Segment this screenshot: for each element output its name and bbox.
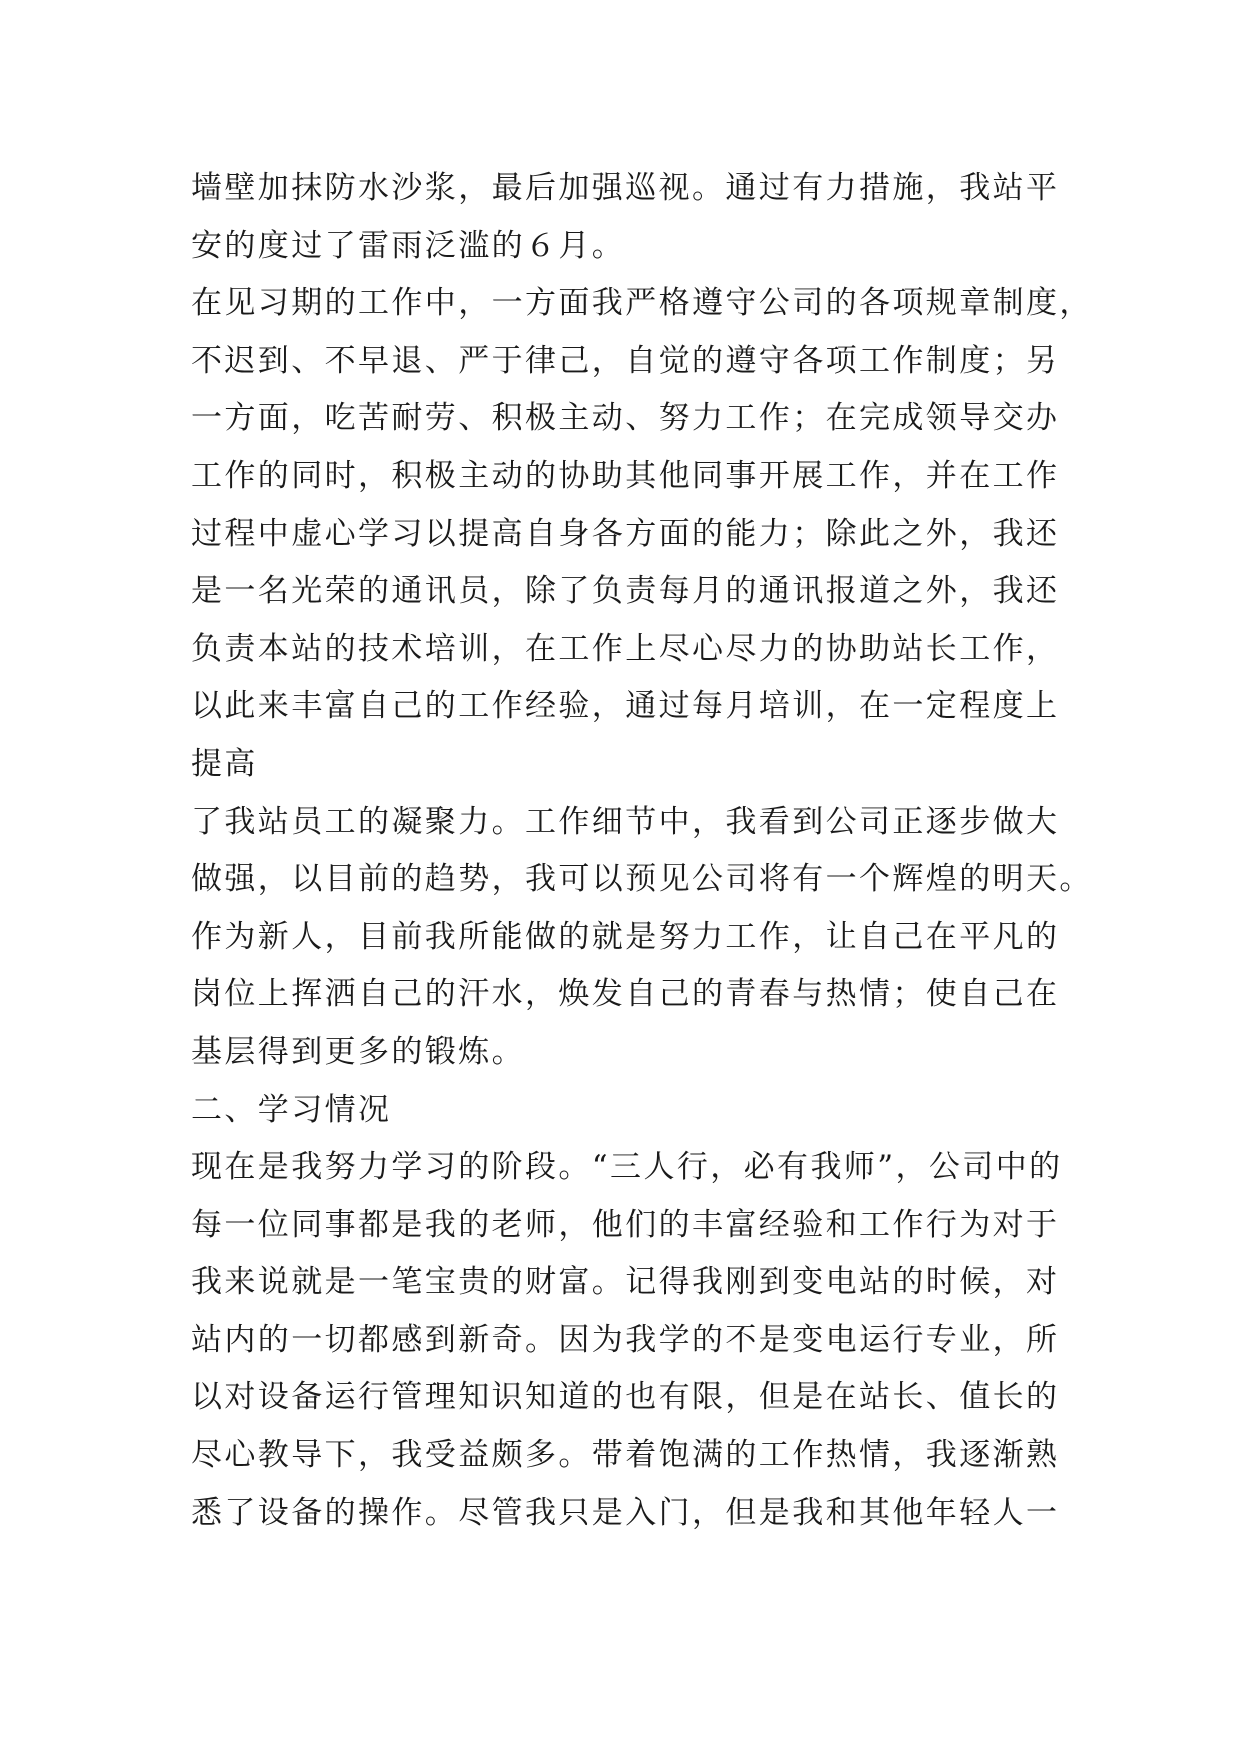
body-text bbox=[191, 160, 1093, 1542]
text-line-03: 在见习期的工作中，一方面我严格遵守公司的各项规章制度， bbox=[191, 285, 1093, 322]
text-line-16: 基层得到更多的锻炼。 bbox=[191, 1033, 525, 1070]
text-line-24: 悉了设备的操作。尽管我只是入门，但是我和其他年轻人一 bbox=[191, 1494, 1060, 1531]
text-line-18: 现在是我努力学习的阶段。“三人行，必有我师”，公司中的 bbox=[191, 1149, 1063, 1186]
text-line-15: 岗位上挥洒自己的汗水，焕发自己的青春与热情；使自己在 bbox=[191, 976, 1060, 1013]
text-line-02: 安的度过了雷雨泛滥的６月。 bbox=[191, 227, 626, 264]
text-line-05: 一方面，吃苦耐劳、积极主动、努力工作；在完成领导交办 bbox=[191, 400, 1060, 437]
text-line-13: 做强，以目前的趋势，我可以预见公司将有一个辉煌的明天。 bbox=[191, 861, 1093, 898]
text-line-23: 尽心教导下，我受益颇多。带着饱满的工作热情，我逐渐熟 bbox=[191, 1437, 1060, 1474]
text-line-07: 过程中虚心学习以提高自身各方面的能力；除此之外，我还 bbox=[191, 515, 1060, 552]
text-line-09: 负责本站的技术培训，在工作上尽心尽力的协助站长工作， bbox=[191, 630, 1060, 667]
text-line-22: 以对设备运行管理知识知道的也有限，但是在站长、值长的 bbox=[191, 1379, 1060, 1416]
text-line-08: 是一名光荣的通讯员，除了负责每月的通讯报道之外，我还 bbox=[191, 573, 1060, 610]
text-line-19: 每一位同事都是我的老师，他们的丰富经验和工作行为对于 bbox=[191, 1206, 1060, 1243]
text-line-14: 作为新人，目前我所能做的就是努力工作，让自己在平凡的 bbox=[191, 918, 1060, 955]
text-line-20: 我来说就是一笔宝贵的财富。记得我刚到变电站的时候，对 bbox=[191, 1264, 1060, 1301]
section-heading: 二、学习情况 bbox=[191, 1091, 392, 1128]
text-line-11: 提高 bbox=[191, 745, 258, 782]
text-line-04: 不迟到、不早退、严于律己，自觉的遵守各项工作制度；另 bbox=[191, 342, 1060, 379]
text-line-06: 工作的同时，积极主动的协助其他同事开展工作，并在工作 bbox=[191, 457, 1060, 494]
text-line-01: 墙壁加抹防水沙浆，最后加强巡视。通过有力措施，我站平 bbox=[191, 170, 1060, 206]
text-line-10: 以此来丰富自己的工作经验，通过每月培训，在一定程度上 bbox=[191, 688, 1060, 725]
text-line-12: 了我站员工的凝聚力。工作细节中，我看到公司正逐步做大 bbox=[191, 803, 1060, 840]
text-line-21: 站内的一切都感到新奇。因为我学的不是变电运行专业，所 bbox=[191, 1321, 1060, 1358]
